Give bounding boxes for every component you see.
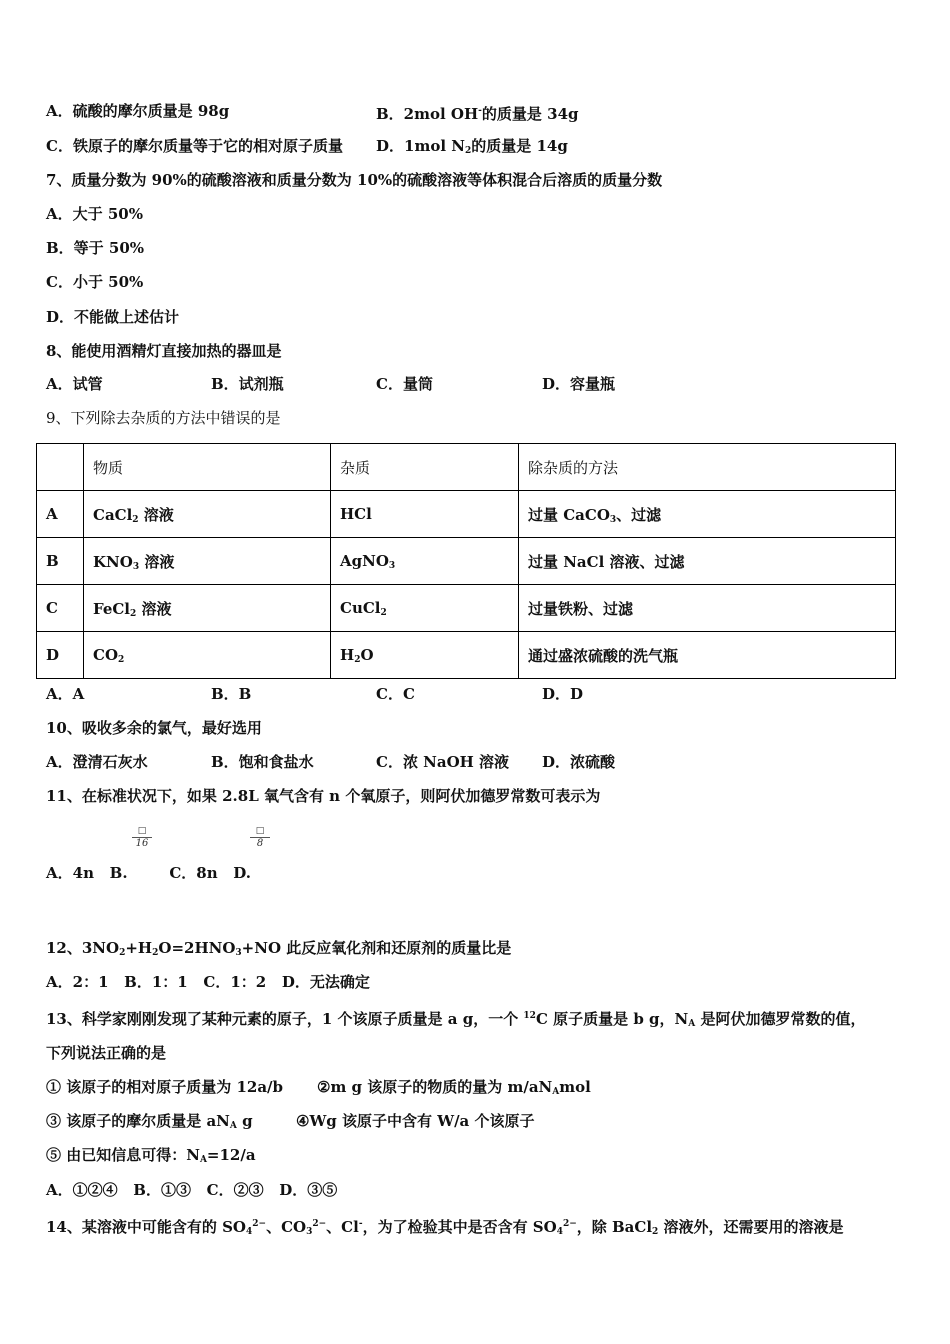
q14-stem-text: 、CO bbox=[266, 1218, 307, 1236]
formula-tail: 溶液 bbox=[136, 599, 172, 618]
row-label: D bbox=[37, 632, 84, 679]
formula: KNO bbox=[93, 552, 133, 571]
q9-stem: 9、下列除去杂质的方法中错误的是 bbox=[46, 409, 281, 427]
q12-stem bbox=[46, 938, 511, 963]
header-cell-impurity: 杂质 bbox=[331, 444, 519, 491]
q9-option-d: D．D bbox=[542, 685, 584, 703]
q6-option-a: A．硫酸的摩尔质量是 98g bbox=[46, 102, 230, 120]
fraction-numerator: □ bbox=[250, 826, 270, 838]
subscript: A bbox=[229, 1121, 237, 1131]
q11-fraction-d bbox=[250, 826, 270, 850]
method-text: 过量铁粉、过滤 bbox=[528, 599, 634, 618]
subscript: 3 bbox=[306, 1227, 313, 1237]
q8-option-b: B．试剂瓶 bbox=[211, 375, 284, 393]
row-impurity bbox=[331, 585, 519, 632]
q10-stem: 10、吸收多余的氯气，最好选用 bbox=[46, 719, 262, 737]
formula: H bbox=[340, 645, 355, 664]
superscript: 2− bbox=[562, 1219, 577, 1229]
q11-options: A．4n B. C．8n D. bbox=[46, 864, 251, 882]
formula-tail: O bbox=[360, 645, 374, 664]
subscript: A bbox=[688, 1019, 696, 1029]
q9-table bbox=[36, 443, 896, 679]
q12-stem-text: 12、3NO bbox=[46, 939, 120, 957]
subscript: 2 bbox=[354, 654, 361, 665]
superscript: 12 bbox=[523, 1011, 536, 1021]
q14-stem-text: 、Cl bbox=[326, 1218, 359, 1236]
subscript: 2 bbox=[132, 514, 139, 525]
subscript: A bbox=[552, 1087, 560, 1097]
statement-text: ②m g 该原子的物质的量为 m/aN bbox=[317, 1078, 553, 1096]
q8-option-c: C．量筒 bbox=[376, 375, 433, 393]
row-method bbox=[519, 585, 896, 632]
q11-fraction-b bbox=[132, 826, 152, 850]
statement-tail: =12/a bbox=[206, 1146, 256, 1164]
q6-option-d bbox=[376, 136, 568, 161]
q8-stem: 8、能使用酒精灯直接加热的器皿是 bbox=[46, 342, 282, 360]
fraction-numerator: □ bbox=[132, 826, 152, 838]
q7-stem: 7、质量分数为 90%的硫酸溶液和质量分数为 10%的硫酸溶液等体积混合后溶质的质量分数 bbox=[46, 171, 663, 189]
table-row bbox=[37, 491, 896, 538]
table-header-row bbox=[37, 444, 896, 491]
subscript: 4 bbox=[246, 1227, 253, 1237]
q8-option-d: D．容量瓶 bbox=[542, 375, 616, 393]
q12-stem-text: +NO 此反应氧化剂和还原剂的质量比是 bbox=[241, 939, 512, 957]
q14-stem-text: 14、某溶液中可能含有的 SO bbox=[46, 1218, 246, 1236]
q13-stem bbox=[46, 1006, 865, 1034]
formula: HCl bbox=[340, 504, 372, 523]
subscript: 2 bbox=[152, 948, 159, 958]
q6-option-d-subscript: 2 bbox=[464, 146, 472, 156]
q12-stem-text: +H bbox=[125, 939, 153, 957]
q9-option-a: A．A bbox=[46, 685, 85, 703]
row-label: A bbox=[37, 491, 84, 538]
formula: CuCl bbox=[340, 598, 381, 617]
subscript: 2 bbox=[130, 608, 137, 619]
method-text: 通过盛浓硫酸的洗气瓶 bbox=[528, 646, 679, 665]
row-impurity bbox=[331, 538, 519, 585]
q13-statement-2 bbox=[317, 1077, 591, 1102]
q12-stem-text: O=2HNO bbox=[158, 939, 236, 957]
formula-tail: 溶液 bbox=[139, 552, 175, 571]
q6-option-d-text: D．1mol N bbox=[376, 137, 465, 155]
q13-stem-text: 是阿伏加德罗常数的值， bbox=[695, 1010, 866, 1028]
table-row bbox=[37, 632, 896, 679]
fraction-denominator: 16 bbox=[135, 838, 149, 849]
subscript: 3 bbox=[388, 560, 396, 571]
subscript: A bbox=[199, 1155, 207, 1165]
superscript: 2− bbox=[252, 1219, 267, 1229]
statement-text: ③ 该原子的摩尔质量是 aN bbox=[46, 1112, 230, 1130]
q7-option-a: A．大于 50% bbox=[46, 205, 143, 223]
formula: AgNO bbox=[340, 551, 389, 570]
row-method bbox=[519, 632, 896, 679]
q7-option-d: D．不能做上述估计 bbox=[46, 308, 180, 326]
statement-tail: mol bbox=[559, 1078, 591, 1096]
row-method bbox=[519, 538, 896, 585]
q13-statement-3 bbox=[46, 1111, 253, 1136]
method-tail: 、过滤 bbox=[616, 505, 662, 524]
table-row bbox=[37, 538, 896, 585]
q6-option-d-tail: 的质量是 14g bbox=[471, 137, 568, 155]
row-impurity bbox=[331, 632, 519, 679]
row-label: C bbox=[37, 585, 84, 632]
q6-option-b-charge: - bbox=[478, 106, 482, 116]
q8-option-a: A．试管 bbox=[46, 375, 103, 393]
row-label: B bbox=[37, 538, 84, 585]
q14-stem-text: 溶液外，还需要用的溶液是 bbox=[658, 1218, 844, 1236]
q12-options: A．2：1 B．1：1 C．1：2 D．无法确定 bbox=[46, 973, 370, 991]
row-method bbox=[519, 491, 896, 538]
subscript: 2 bbox=[380, 607, 387, 618]
header-cell-label bbox=[37, 444, 84, 491]
superscript: - bbox=[358, 1219, 363, 1229]
q9-option-c: C．C bbox=[376, 685, 415, 703]
q6-option-b-text: B．2mol OH bbox=[376, 105, 479, 123]
q11-stem: 11、在标准状况下，如果 2.8L 氧气含有 n 个氧原子，则阿伏加德罗常数可表示为 bbox=[46, 787, 601, 805]
q6-option-c: C．铁原子的摩尔质量等于它的相对原子质量 bbox=[46, 137, 343, 155]
row-substance bbox=[84, 491, 331, 538]
q13-stem-text: C 原子质量是 b g，N bbox=[535, 1010, 689, 1028]
q14-stem-text: ，除 BaCl bbox=[576, 1218, 653, 1236]
method-text: 过量 CaCO bbox=[528, 505, 610, 524]
q6-option-b bbox=[376, 101, 579, 124]
q7-option-c: C．小于 50% bbox=[46, 273, 144, 291]
formula-tail: 溶液 bbox=[138, 505, 174, 524]
q10-option-d: D．浓硫酸 bbox=[542, 753, 616, 771]
fraction-denominator: 8 bbox=[256, 838, 264, 849]
superscript: 2− bbox=[312, 1219, 327, 1229]
statement-tail: g bbox=[236, 1112, 253, 1130]
q13-stem-text: 13、科学家刚刚发现了某种元素的原子，1 个该原子质量是 a g，一个 bbox=[46, 1010, 524, 1028]
row-impurity bbox=[331, 491, 519, 538]
subscript: 2 bbox=[118, 654, 125, 665]
method-text: 过量 NaCl 溶液、过滤 bbox=[528, 552, 685, 571]
formula: FeCl bbox=[93, 599, 131, 618]
row-substance bbox=[84, 585, 331, 632]
q13-options: A．①②④ B．①③ C．②③ D．③⑤ bbox=[46, 1181, 338, 1199]
q10-option-c: C．浓 NaOH 溶液 bbox=[376, 753, 510, 771]
q10-option-a: A．澄清石灰水 bbox=[46, 753, 148, 771]
q10-option-b: B．饱和食盐水 bbox=[211, 753, 314, 771]
header-cell-substance: 物质 bbox=[84, 444, 331, 491]
formula: CO bbox=[93, 645, 119, 664]
q14-stem bbox=[46, 1214, 844, 1242]
subscript: 4 bbox=[556, 1227, 563, 1237]
q13-statement-5 bbox=[46, 1145, 256, 1170]
q14-stem-text: ，为了检验其中是否含有 SO bbox=[362, 1218, 557, 1236]
subscript: 3 bbox=[609, 514, 617, 525]
formula: CaCl bbox=[93, 505, 133, 524]
subscript: 3 bbox=[235, 948, 242, 958]
statement-text: ⑤ 由已知信息可得：N bbox=[46, 1146, 200, 1164]
row-substance bbox=[84, 538, 331, 585]
q13-statement-1: ① 该原子的相对原子质量为 12a/b bbox=[46, 1078, 284, 1096]
subscript: 2 bbox=[652, 1227, 659, 1237]
table-row bbox=[37, 585, 896, 632]
header-cell-method: 除杂质的方法 bbox=[519, 444, 896, 491]
q7-option-b: B．等于 50% bbox=[46, 239, 145, 257]
q9-option-b: B．B bbox=[211, 685, 252, 703]
subscript: 3 bbox=[132, 561, 140, 572]
q13-statement-4: ④Wg 该原子中含有 W/a 个该原子 bbox=[296, 1112, 535, 1130]
q13-stem-line2: 下列说法正确的是 bbox=[46, 1044, 167, 1062]
subscript: 2 bbox=[119, 948, 126, 958]
q6-option-b-tail: 的质量是 34g bbox=[481, 105, 579, 123]
row-substance bbox=[84, 632, 331, 679]
